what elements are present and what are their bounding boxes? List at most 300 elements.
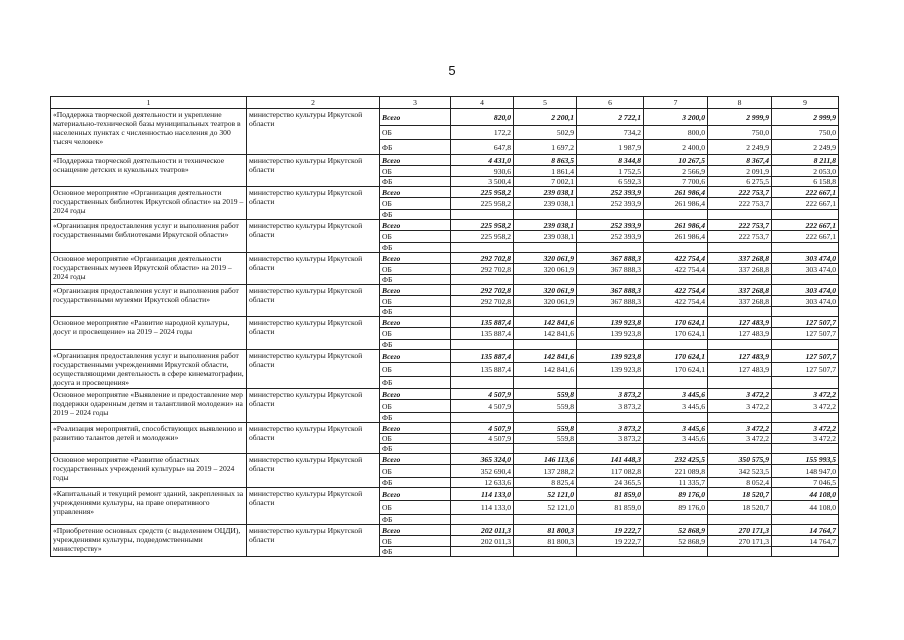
amount-cell: 350 575,9 (708, 454, 772, 465)
amount-cell: 337 268,8 (708, 296, 772, 307)
amount-cell (644, 275, 708, 285)
amount-cell (772, 340, 839, 350)
amount-cell: 2 249,9 (772, 140, 839, 155)
amount-cell: 320 061,9 (514, 285, 577, 296)
amount-cell (577, 547, 644, 557)
amount-cell: 170 624,1 (644, 350, 708, 363)
amount-cell (644, 444, 708, 454)
responsible-executor-cell: министерство культуры Иркутской области (247, 220, 380, 253)
amount-cell: 225 958,2 (451, 187, 514, 198)
amount-cell: 239 038,1 (514, 220, 577, 231)
amount-cell (514, 377, 577, 389)
amount-cell: 146 113,6 (514, 454, 577, 465)
amount-cell (772, 444, 839, 454)
amount-cell: 81 859,0 (577, 488, 644, 501)
amount-cell: 135 887,4 (451, 363, 514, 377)
amount-cell: 8 367,4 (708, 155, 772, 166)
funding-source-cell: ОБ (380, 363, 451, 377)
amount-cell (772, 515, 839, 525)
amount-cell (577, 377, 644, 389)
amount-cell (708, 377, 772, 389)
budget-table (50, 96, 839, 557)
amount-cell: 127 507,7 (772, 317, 839, 328)
funding-source-cell: ОБ (380, 231, 451, 243)
amount-cell: 202 011,3 (451, 525, 514, 536)
amount-cell (708, 243, 772, 253)
funding-source-cell: ФБ (380, 243, 451, 253)
table-row (51, 253, 839, 264)
amount-cell: 89 176,0 (644, 501, 708, 515)
amount-cell: 7 700,6 (644, 177, 708, 187)
amount-cell: 422 754,4 (644, 285, 708, 296)
amount-cell: 502,9 (514, 126, 577, 140)
amount-cell (451, 377, 514, 389)
amount-cell: 137 288,2 (514, 465, 577, 478)
funding-source-cell: Всего (380, 488, 451, 501)
amount-cell: 320 061,9 (514, 264, 577, 275)
funding-source-cell: ОБ (380, 536, 451, 547)
amount-cell: 52 121,0 (514, 501, 577, 515)
amount-cell: 2 053,0 (772, 166, 839, 177)
responsible-executor-cell: министерство культуры Иркутской области (247, 187, 380, 220)
amount-cell: 81 800,3 (514, 536, 577, 547)
amount-cell: 172,2 (451, 126, 514, 140)
amount-cell: 8 863,5 (514, 155, 577, 166)
amount-cell (772, 307, 839, 317)
amount-cell: 750,0 (708, 126, 772, 140)
funding-source-cell: ФБ (380, 275, 451, 285)
amount-cell (514, 413, 577, 423)
amount-cell: 142 841,6 (514, 363, 577, 377)
funding-source-cell: ФБ (380, 210, 451, 220)
amount-cell: 365 324,0 (451, 454, 514, 465)
amount-cell: 8 825,4 (514, 478, 577, 488)
amount-cell: 44 108,0 (772, 488, 839, 501)
amount-cell: 252 393,9 (577, 220, 644, 231)
amount-cell: 8 052,4 (708, 478, 772, 488)
amount-cell: 261 986,4 (644, 220, 708, 231)
amount-cell: 89 176,0 (644, 488, 708, 501)
amount-cell: 3 472,2 (772, 423, 839, 434)
amount-cell (451, 340, 514, 350)
amount-cell: 4 507,9 (451, 389, 514, 400)
responsible-executor-cell: министерство культуры Иркутской области (247, 109, 380, 155)
amount-cell: 320 061,9 (514, 253, 577, 264)
amount-cell: 222 753,7 (708, 220, 772, 231)
amount-cell (577, 243, 644, 253)
amount-cell: 3 873,2 (577, 400, 644, 413)
amount-cell: 81 800,3 (514, 525, 577, 536)
amount-cell: 2 400,0 (644, 140, 708, 155)
amount-cell: 24 365,5 (577, 478, 644, 488)
amount-cell: 225 958,2 (451, 220, 514, 231)
measure-name-cell: «Организация предоставления услуг и выполнения работ государственными библиотеками Иркутской области» (51, 220, 247, 253)
amount-cell: 3 472,2 (708, 400, 772, 413)
amount-cell (514, 340, 577, 350)
amount-cell: 81 859,0 (577, 501, 644, 515)
amount-cell (577, 515, 644, 525)
funding-source-cell: Всего (380, 187, 451, 198)
page-number: 5 (448, 63, 456, 78)
amount-cell: 303 474,0 (772, 296, 839, 307)
amount-cell: 261 986,4 (644, 231, 708, 243)
funding-source-cell: ОБ (380, 434, 451, 444)
amount-cell: 141 448,3 (577, 454, 644, 465)
funding-source-cell: ФБ (380, 413, 451, 423)
funding-source-cell: Всего (380, 109, 451, 126)
amount-cell: 4 431,0 (451, 155, 514, 166)
amount-cell: 337 268,8 (708, 253, 772, 264)
header-cell: 3 (380, 97, 451, 109)
amount-cell (644, 377, 708, 389)
amount-cell: 202 011,3 (451, 536, 514, 547)
responsible-executor-cell: министерство культуры Иркутской области (247, 317, 380, 350)
measure-name-cell: «Организация предоставления услуг и выполнения работ государственными учреждениями Иркутской области, осуществляющими деятельность в сфере кинематографии, досуга и просвещения» (51, 350, 247, 389)
responsible-executor-cell: министерство культуры Иркутской области (247, 423, 380, 454)
amount-cell: 303 474,0 (772, 285, 839, 296)
funding-source-cell: ФБ (380, 515, 451, 525)
table-row (51, 285, 839, 296)
funding-source-cell: Всего (380, 454, 451, 465)
funding-source-cell: Всего (380, 423, 451, 434)
amount-cell (451, 243, 514, 253)
amount-cell (708, 515, 772, 525)
amount-cell (644, 243, 708, 253)
amount-cell: 10 267,5 (644, 155, 708, 166)
amount-cell (708, 444, 772, 454)
amount-cell: 170 624,1 (644, 328, 708, 340)
amount-cell: 2 091,9 (708, 166, 772, 177)
table-row (51, 389, 839, 400)
amount-cell (772, 210, 839, 220)
amount-cell: 303 474,0 (772, 264, 839, 275)
header-cell: 6 (577, 97, 644, 109)
amount-cell: 292 702,8 (451, 253, 514, 264)
amount-cell (451, 547, 514, 557)
amount-cell (577, 340, 644, 350)
amount-cell: 261 986,4 (644, 187, 708, 198)
amount-cell: 127 483,9 (708, 328, 772, 340)
header-cell: 2 (247, 97, 380, 109)
amount-cell: 292 702,8 (451, 285, 514, 296)
amount-cell: 4 507,9 (451, 400, 514, 413)
responsible-executor-cell: министерство культуры Иркутской области (247, 488, 380, 525)
amount-cell: 8 344,8 (577, 155, 644, 166)
amount-cell: 155 993,5 (772, 454, 839, 465)
funding-source-cell: Всего (380, 220, 451, 231)
amount-cell (514, 210, 577, 220)
amount-cell: 114 133,0 (451, 501, 514, 515)
table-row (51, 220, 839, 231)
amount-cell (451, 275, 514, 285)
funding-source-cell: ФБ (380, 177, 451, 187)
amount-cell (451, 413, 514, 423)
funding-source-cell: ОБ (380, 296, 451, 307)
amount-cell: 3 472,2 (772, 434, 839, 444)
amount-cell: 12 633,6 (451, 478, 514, 488)
amount-cell: 2 249,9 (708, 140, 772, 155)
table-row (51, 350, 839, 363)
amount-cell: 6 592,3 (577, 177, 644, 187)
amount-cell (514, 243, 577, 253)
amount-cell: 139 923,8 (577, 350, 644, 363)
amount-cell (644, 413, 708, 423)
amount-cell (772, 275, 839, 285)
amount-cell: 3 873,2 (577, 423, 644, 434)
amount-cell: 3 445,6 (644, 400, 708, 413)
amount-cell: 14 764,7 (772, 536, 839, 547)
amount-cell: 1 861,4 (514, 166, 577, 177)
amount-cell (708, 275, 772, 285)
amount-cell: 1 987,9 (577, 140, 644, 155)
amount-cell (708, 547, 772, 557)
amount-cell: 6 275,5 (708, 177, 772, 187)
measure-name-cell: «Капитальный и текущий ремонт зданий, закрепленных за учреждениями культуры, на праве оперативного управления» (51, 488, 247, 525)
amount-cell: 239 038,1 (514, 187, 577, 198)
amount-cell (514, 275, 577, 285)
measure-name-cell: Основное мероприятие «Организация деятельности государственных библиотек Иркутской области» на 2019 – 2024 годы (51, 187, 247, 220)
amount-cell: 44 108,0 (772, 501, 839, 515)
funding-source-cell: Всего (380, 525, 451, 536)
amount-cell (514, 547, 577, 557)
funding-source-cell: ФБ (380, 444, 451, 454)
amount-cell: 750,0 (772, 126, 839, 140)
amount-cell: 303 474,0 (772, 253, 839, 264)
amount-cell: 142 841,6 (514, 317, 577, 328)
amount-cell: 139 923,8 (577, 328, 644, 340)
amount-cell (514, 444, 577, 454)
amount-cell (708, 413, 772, 423)
amount-cell: 225 958,2 (451, 231, 514, 243)
funding-source-cell: ОБ (380, 400, 451, 413)
amount-cell (708, 340, 772, 350)
amount-cell (514, 515, 577, 525)
amount-cell: 225 958,2 (451, 198, 514, 210)
amount-cell: 422 754,4 (644, 264, 708, 275)
amount-cell: 252 393,9 (577, 198, 644, 210)
amount-cell (708, 210, 772, 220)
amount-cell: 342 523,5 (708, 465, 772, 478)
funding-source-cell: ФБ (380, 478, 451, 488)
responsible-executor-cell: министерство культуры Иркутской области (247, 454, 380, 488)
responsible-executor-cell: министерство культуры Иркутской области (247, 253, 380, 285)
amount-cell: 367 888,3 (577, 296, 644, 307)
amount-cell (577, 444, 644, 454)
amount-cell: 127 483,9 (708, 317, 772, 328)
measure-name-cell: «Приобретение основных средств (с выделением ОЦДИ), учреждениями культуры, подведомственными министерству» (51, 525, 247, 557)
amount-cell: 8 211,8 (772, 155, 839, 166)
header-cell: 5 (514, 97, 577, 109)
table-row (51, 187, 839, 198)
funding-source-cell: ФБ (380, 377, 451, 389)
amount-cell: 222 667,1 (772, 220, 839, 231)
amount-cell: 14 764,7 (772, 525, 839, 536)
funding-source-cell: Всего (380, 389, 451, 400)
amount-cell: 142 841,6 (514, 328, 577, 340)
amount-cell: 127 507,7 (772, 350, 839, 363)
funding-source-cell: ФБ (380, 547, 451, 557)
amount-cell: 222 753,7 (708, 187, 772, 198)
amount-cell: 3 500,4 (451, 177, 514, 187)
amount-cell: 559,8 (514, 423, 577, 434)
amount-cell: 52 121,0 (514, 488, 577, 501)
table-row (51, 317, 839, 328)
amount-cell: 19 222,7 (577, 536, 644, 547)
table-row (51, 488, 839, 501)
amount-cell: 261 986,4 (644, 198, 708, 210)
amount-cell (644, 340, 708, 350)
amount-cell: 337 268,8 (708, 285, 772, 296)
funding-source-cell: Всего (380, 317, 451, 328)
amount-cell: 139 923,8 (577, 317, 644, 328)
table-row (51, 525, 839, 536)
header-row (51, 97, 839, 109)
amount-cell: 222 667,1 (772, 231, 839, 243)
amount-cell: 820,0 (451, 109, 514, 126)
amount-cell: 800,0 (644, 126, 708, 140)
amount-cell: 7 046,5 (772, 478, 839, 488)
amount-cell: 239 038,1 (514, 198, 577, 210)
responsible-executor-cell: министерство культуры Иркутской области (247, 350, 380, 389)
amount-cell: 2 999,9 (708, 109, 772, 126)
amount-cell: 2 200,1 (514, 109, 577, 126)
funding-source-cell: ФБ (380, 307, 451, 317)
amount-cell: 222 753,7 (708, 198, 772, 210)
amount-cell: 3 472,2 (772, 400, 839, 413)
amount-cell: 3 472,2 (708, 434, 772, 444)
amount-cell: 3 472,2 (708, 423, 772, 434)
amount-cell: 222 667,1 (772, 198, 839, 210)
amount-cell (577, 307, 644, 317)
funding-source-cell: ФБ (380, 140, 451, 155)
amount-cell: 18 520,7 (708, 501, 772, 515)
amount-cell: 367 888,3 (577, 253, 644, 264)
amount-cell: 352 690,4 (451, 465, 514, 478)
funding-source-cell: Всего (380, 253, 451, 264)
measure-name-cell: «Реализация мероприятий, способствующих выявлению и развитию талантов детей и молодежи» (51, 423, 247, 454)
amount-cell: 292 702,8 (451, 264, 514, 275)
amount-cell: 734,2 (577, 126, 644, 140)
header-cell: 7 (644, 97, 708, 109)
amount-cell: 135 887,4 (451, 317, 514, 328)
amount-cell (708, 307, 772, 317)
funding-source-cell: ОБ (380, 501, 451, 515)
amount-cell: 647,8 (451, 140, 514, 155)
amount-cell (644, 210, 708, 220)
responsible-executor-cell: министерство культуры Иркутской области (247, 389, 380, 423)
amount-cell: 1 752,5 (577, 166, 644, 177)
amount-cell: 232 425,5 (644, 454, 708, 465)
amount-cell: 135 887,4 (451, 328, 514, 340)
amount-cell: 170 624,1 (644, 317, 708, 328)
amount-cell: 559,8 (514, 389, 577, 400)
amount-cell: 337 268,8 (708, 264, 772, 275)
measure-name-cell: Основное мероприятие «Развитие областных государственных учреждений культуры» на 2019 – 2024 годы (51, 454, 247, 488)
amount-cell: 3 873,2 (577, 434, 644, 444)
funding-source-cell: Всего (380, 350, 451, 363)
measure-name-cell: «Поддержка творческой деятельности и укрепление материально-технической базы муниципальных театров в населенных пунктах с численностью населения до 300 тысяч человек» (51, 109, 247, 155)
amount-cell: 127 507,7 (772, 363, 839, 377)
amount-cell: 127 507,7 (772, 328, 839, 340)
funding-source-cell: ОБ (380, 465, 451, 478)
amount-cell (451, 210, 514, 220)
amount-cell: 11 335,7 (644, 478, 708, 488)
amount-cell: 270 171,3 (708, 536, 772, 547)
amount-cell: 3 445,6 (644, 434, 708, 444)
amount-cell (644, 547, 708, 557)
amount-cell: 1 697,2 (514, 140, 577, 155)
amount-cell: 221 089,8 (644, 465, 708, 478)
amount-cell: 222 753,7 (708, 231, 772, 243)
amount-cell: 19 222,7 (577, 525, 644, 536)
funding-source-cell: ОБ (380, 126, 451, 140)
amount-cell: 367 888,3 (577, 264, 644, 275)
header-cell: 4 (451, 97, 514, 109)
amount-cell: 18 520,7 (708, 488, 772, 501)
amount-cell: 127 483,9 (708, 350, 772, 363)
amount-cell: 252 393,9 (577, 187, 644, 198)
header-cell: 8 (708, 97, 772, 109)
funding-source-cell: Всего (380, 285, 451, 296)
amount-cell: 3 873,2 (577, 389, 644, 400)
amount-cell: 148 947,0 (772, 465, 839, 478)
amount-cell: 142 841,6 (514, 350, 577, 363)
amount-cell: 6 158,8 (772, 177, 839, 187)
amount-cell: 2 566,9 (644, 166, 708, 177)
amount-cell: 422 754,4 (644, 296, 708, 307)
amount-cell (644, 515, 708, 525)
amount-cell (451, 515, 514, 525)
amount-cell: 422 754,4 (644, 253, 708, 264)
responsible-executor-cell: министерство культуры Иркутской области (247, 285, 380, 317)
measure-name-cell: Основное мероприятие «Развитие народной культуры, досуг и просвещение» на 2019 – 2024 годы (51, 317, 247, 350)
amount-cell (772, 413, 839, 423)
amount-cell: 7 002,1 (514, 177, 577, 187)
funding-source-cell: ОБ (380, 328, 451, 340)
responsible-executor-cell: министерство культуры Иркутской области (247, 155, 380, 187)
funding-source-cell: Всего (380, 155, 451, 166)
header-cell: 1 (51, 97, 247, 109)
amount-cell: 559,8 (514, 400, 577, 413)
amount-cell: 292 702,8 (451, 296, 514, 307)
amount-cell: 52 868,9 (644, 536, 708, 547)
amount-cell: 127 483,9 (708, 363, 772, 377)
amount-cell: 222 667,1 (772, 187, 839, 198)
amount-cell: 135 887,4 (451, 350, 514, 363)
funding-source-cell: ОБ (380, 166, 451, 177)
table-row (51, 155, 839, 166)
amount-cell: 117 082,8 (577, 465, 644, 478)
amount-cell: 2 722,1 (577, 109, 644, 126)
funding-source-cell: ОБ (380, 198, 451, 210)
amount-cell: 170 624,1 (644, 363, 708, 377)
amount-cell (451, 307, 514, 317)
amount-cell: 3 200,0 (644, 109, 708, 126)
amount-cell (772, 377, 839, 389)
amount-cell (451, 444, 514, 454)
table-row (51, 109, 839, 126)
amount-cell: 320 061,9 (514, 296, 577, 307)
table-row (51, 423, 839, 434)
responsible-executor-cell: министерство культуры Иркутской области (247, 525, 380, 557)
measure-name-cell: «Поддержка творческой деятельности и техническое оснащение детских и кукольных театров» (51, 155, 247, 187)
amount-cell: 239 038,1 (514, 231, 577, 243)
amount-cell (577, 210, 644, 220)
amount-cell: 52 868,9 (644, 525, 708, 536)
amount-cell: 4 507,9 (451, 423, 514, 434)
amount-cell (577, 413, 644, 423)
amount-cell: 3 472,2 (708, 389, 772, 400)
